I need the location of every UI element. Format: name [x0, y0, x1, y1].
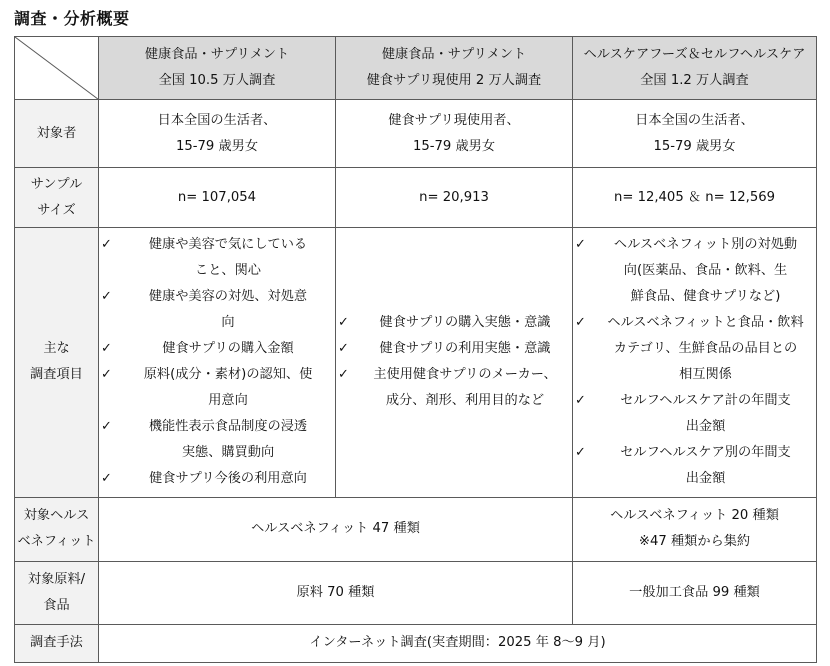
- target-cell-3-line1: 日本全国の生活者、: [635, 112, 754, 128]
- benefit-cell-3-line2: ※47 種類から集約: [638, 534, 751, 550]
- items-list-3: [573, 232, 816, 492]
- target-label: 対象者: [15, 100, 99, 168]
- sample-row: [15, 168, 817, 228]
- check-icon: ✓: [575, 315, 586, 331]
- list-item-text: 健食サプリの購入実態・意識: [379, 315, 551, 331]
- list-item-text: 向: [221, 315, 235, 331]
- check-icon: ✓: [101, 471, 112, 487]
- list-item-text: 鮮食品、健食サプリなど): [630, 289, 781, 305]
- list-item: [336, 362, 572, 414]
- items-label: [15, 228, 99, 497]
- column-header-3-line1: ヘルスケアフーズ＆セルフヘルスケア: [583, 47, 806, 63]
- column-header-1-line1: 健康食品・サプリメント: [144, 47, 290, 63]
- check-icon: ✓: [575, 237, 586, 253]
- page-title: 調査・分析概要: [14, 9, 130, 28]
- list-item: [573, 232, 816, 310]
- list-item-text: セルフヘルスケア別の年間支: [620, 445, 791, 461]
- list-item-text: 健食サプリ今後の利用意向: [149, 471, 307, 487]
- survey-overview-table: [14, 36, 817, 663]
- target-cell-1-line1: 日本全国の生活者、: [157, 112, 277, 128]
- sample-label-line2: サイズ: [37, 202, 76, 218]
- list-item-text: 健康や美容の対処、対処意: [148, 289, 308, 305]
- list-item: [99, 232, 335, 284]
- sample-label-line1: サンプル: [30, 176, 83, 192]
- list-item: [99, 336, 335, 362]
- list-item: [99, 284, 335, 336]
- benefit-label-line1: 対象ヘルス: [23, 508, 90, 524]
- list-item: [99, 414, 335, 466]
- target-cell-2: [336, 100, 573, 168]
- material-row: [15, 561, 817, 624]
- column-header-2: [336, 37, 573, 100]
- list-item-text: 健食サプリの利用実態・意識: [379, 341, 551, 357]
- column-header-1: [99, 37, 336, 100]
- target-cell-1-line2: 15-79 歳男女: [175, 138, 259, 154]
- benefit-label-line2: ベネフィット: [17, 534, 96, 550]
- list-item-text: 健康や美容で気にしている: [148, 237, 308, 253]
- list-item-text: 健食サプリの購入金額: [162, 341, 294, 357]
- material-label: [15, 561, 99, 624]
- target-cell-2-line2: 15-79 歳男女: [412, 138, 496, 154]
- list-item: [573, 388, 816, 440]
- list-item: [99, 362, 335, 414]
- items-row: [15, 228, 817, 497]
- list-item-text: 用意向: [208, 393, 248, 409]
- list-item-text: 原料(成分・素材)の認知、使: [143, 367, 313, 383]
- method-label: 調査手法: [15, 624, 99, 662]
- list-item-text: 出金額: [685, 471, 726, 487]
- check-icon: ✓: [101, 419, 112, 435]
- list-item-text: 機能性表示食品制度の浸透: [148, 419, 308, 435]
- sample-cell-2: n= 20,913: [336, 168, 573, 228]
- column-header-1-line2: 全国 10.5 万人調査: [158, 73, 276, 89]
- column-header-3: [573, 37, 817, 100]
- check-icon: ✓: [101, 367, 112, 383]
- items-cell-2: [336, 228, 573, 497]
- material-cell-3: 一般加工食品 99 種類: [573, 561, 817, 624]
- check-icon: ✓: [575, 445, 586, 461]
- items-label-line1: 主な: [43, 341, 70, 357]
- items-list-1: [99, 232, 335, 492]
- list-item-text: 相互関係: [679, 367, 732, 383]
- list-item-text: 実態、購買動向: [181, 445, 275, 461]
- sample-cell-3: n= 12,405 ＆ n= 12,569: [573, 168, 817, 228]
- items-label-line2: 調査項目: [30, 367, 83, 383]
- benefit-row: [15, 497, 817, 561]
- check-icon: ✓: [575, 393, 586, 409]
- check-icon: ✓: [338, 341, 349, 357]
- items-cell-3: [573, 228, 817, 497]
- list-item-text: 出金額: [685, 419, 726, 435]
- list-item-text: ヘルスベネフィット別の対処動: [613, 237, 798, 253]
- check-icon: ✓: [101, 289, 112, 305]
- target-row: [15, 100, 817, 168]
- target-cell-3-line2: 15-79 歳男女: [653, 138, 736, 154]
- method-cell: インターネット調査(実査期間：2025 年 8～9 月): [99, 624, 817, 662]
- material-label-line2: 食品: [43, 597, 70, 613]
- diagonal-line: [15, 37, 98, 99]
- column-header-3-line2: 全国 1.2 万人調査: [640, 73, 749, 89]
- benefit-cell-12: ヘルスベネフィット 47 種類: [99, 497, 573, 561]
- check-icon: ✓: [101, 237, 112, 253]
- column-header-2-line2: 健食サプリ現使用 2 万人調査: [366, 73, 542, 89]
- items-list-2: [336, 310, 572, 414]
- header-row: [15, 37, 817, 100]
- benefit-cell-3: [573, 497, 817, 561]
- corner-cell: [15, 37, 99, 100]
- sample-cell-1: n= 107,054: [99, 168, 336, 228]
- target-cell-2-line1: 健食サプリ現使用者、: [388, 112, 520, 128]
- column-header-2-line1: 健康食品・サプリメント: [381, 47, 527, 63]
- check-icon: ✓: [338, 315, 349, 331]
- list-item: [336, 310, 572, 336]
- sample-label: [15, 168, 99, 228]
- method-row: [15, 624, 817, 662]
- list-item-text: セルフヘルスケア計の年間支: [620, 393, 791, 409]
- material-cell-12: 原料 70 種類: [99, 561, 573, 624]
- list-item-text: ヘルスベネフィットと食品・飲料: [607, 315, 804, 331]
- material-label-line1: 対象原料/: [27, 571, 86, 587]
- list-item-text: 主使用健食サプリのメーカー、: [373, 367, 557, 383]
- benefit-label: [15, 497, 99, 561]
- target-cell-3: [573, 100, 817, 168]
- list-item: [99, 466, 335, 492]
- list-item: [336, 336, 572, 362]
- list-item-text: 成分、剤形、利用目的など: [385, 393, 545, 409]
- list-item-text: カテゴリ、生鮮食品の品目との: [613, 341, 798, 357]
- list-item: [573, 440, 816, 492]
- target-cell-1: [99, 100, 336, 168]
- benefit-cell-3-line1: ヘルスベネフィット 20 種類: [610, 508, 779, 524]
- list-item: [573, 310, 816, 388]
- check-icon: ✓: [101, 341, 112, 357]
- list-item-text: 向(医薬品、食品・飲料、生: [623, 263, 788, 279]
- check-icon: ✓: [338, 367, 349, 383]
- items-cell-1: [99, 228, 336, 497]
- list-item-text: こと、関心: [195, 263, 261, 279]
